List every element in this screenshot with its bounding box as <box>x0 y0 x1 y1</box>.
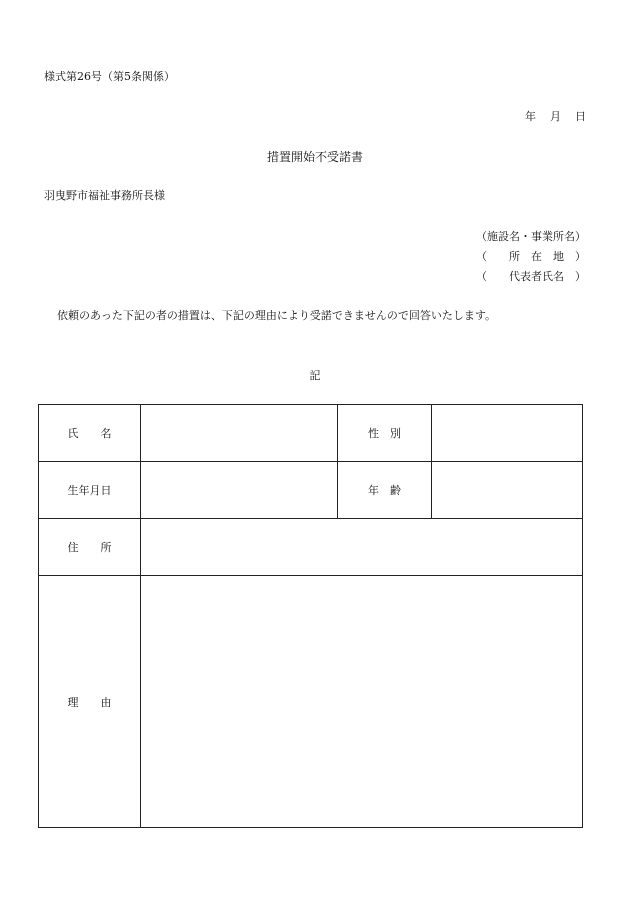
reason-field[interactable] <box>141 576 583 828</box>
sex-field[interactable] <box>432 405 583 462</box>
address-field[interactable] <box>141 519 583 576</box>
sender-address-line: （ 所 在 地 ） <box>476 250 586 263</box>
sender-representative-line: （ 代表者氏名 ） <box>476 270 586 283</box>
sex-label: 性 別 <box>338 405 432 462</box>
form-number: 様式第26号（第5条関係） <box>44 70 175 83</box>
age-label: 年 齢 <box>338 462 432 519</box>
date-month-label: 月 <box>550 110 561 123</box>
addressee: 羽曳野市福祉事務所長様 <box>44 189 165 202</box>
sender-facility-line: （施設名・事業所名） <box>476 230 586 243</box>
date-line <box>511 108 586 124</box>
form-table <box>38 404 583 828</box>
date-day-label: 日 <box>575 110 586 123</box>
date-year-label: 年 <box>525 110 536 123</box>
table-row-address <box>39 519 583 576</box>
name-label: 氏 名 <box>39 405 141 462</box>
age-field[interactable] <box>432 462 583 519</box>
birthdate-field[interactable] <box>141 462 338 519</box>
table-row-reason <box>39 576 583 828</box>
table-row-name <box>39 405 583 462</box>
address-label: 住 所 <box>39 519 141 576</box>
ki-heading: 記 <box>309 369 321 382</box>
reason-label: 理 由 <box>39 576 141 828</box>
document-title: 措置開始不受諾書 <box>266 150 363 164</box>
birthdate-label: 生年月日 <box>39 462 141 519</box>
sender-block <box>476 227 586 287</box>
table-row-birthdate <box>39 462 583 519</box>
name-field[interactable] <box>141 405 338 462</box>
body-text: 依頼のあった下記の者の措置は、下記の理由により受諾できませんので回答いたします。 <box>57 309 497 322</box>
